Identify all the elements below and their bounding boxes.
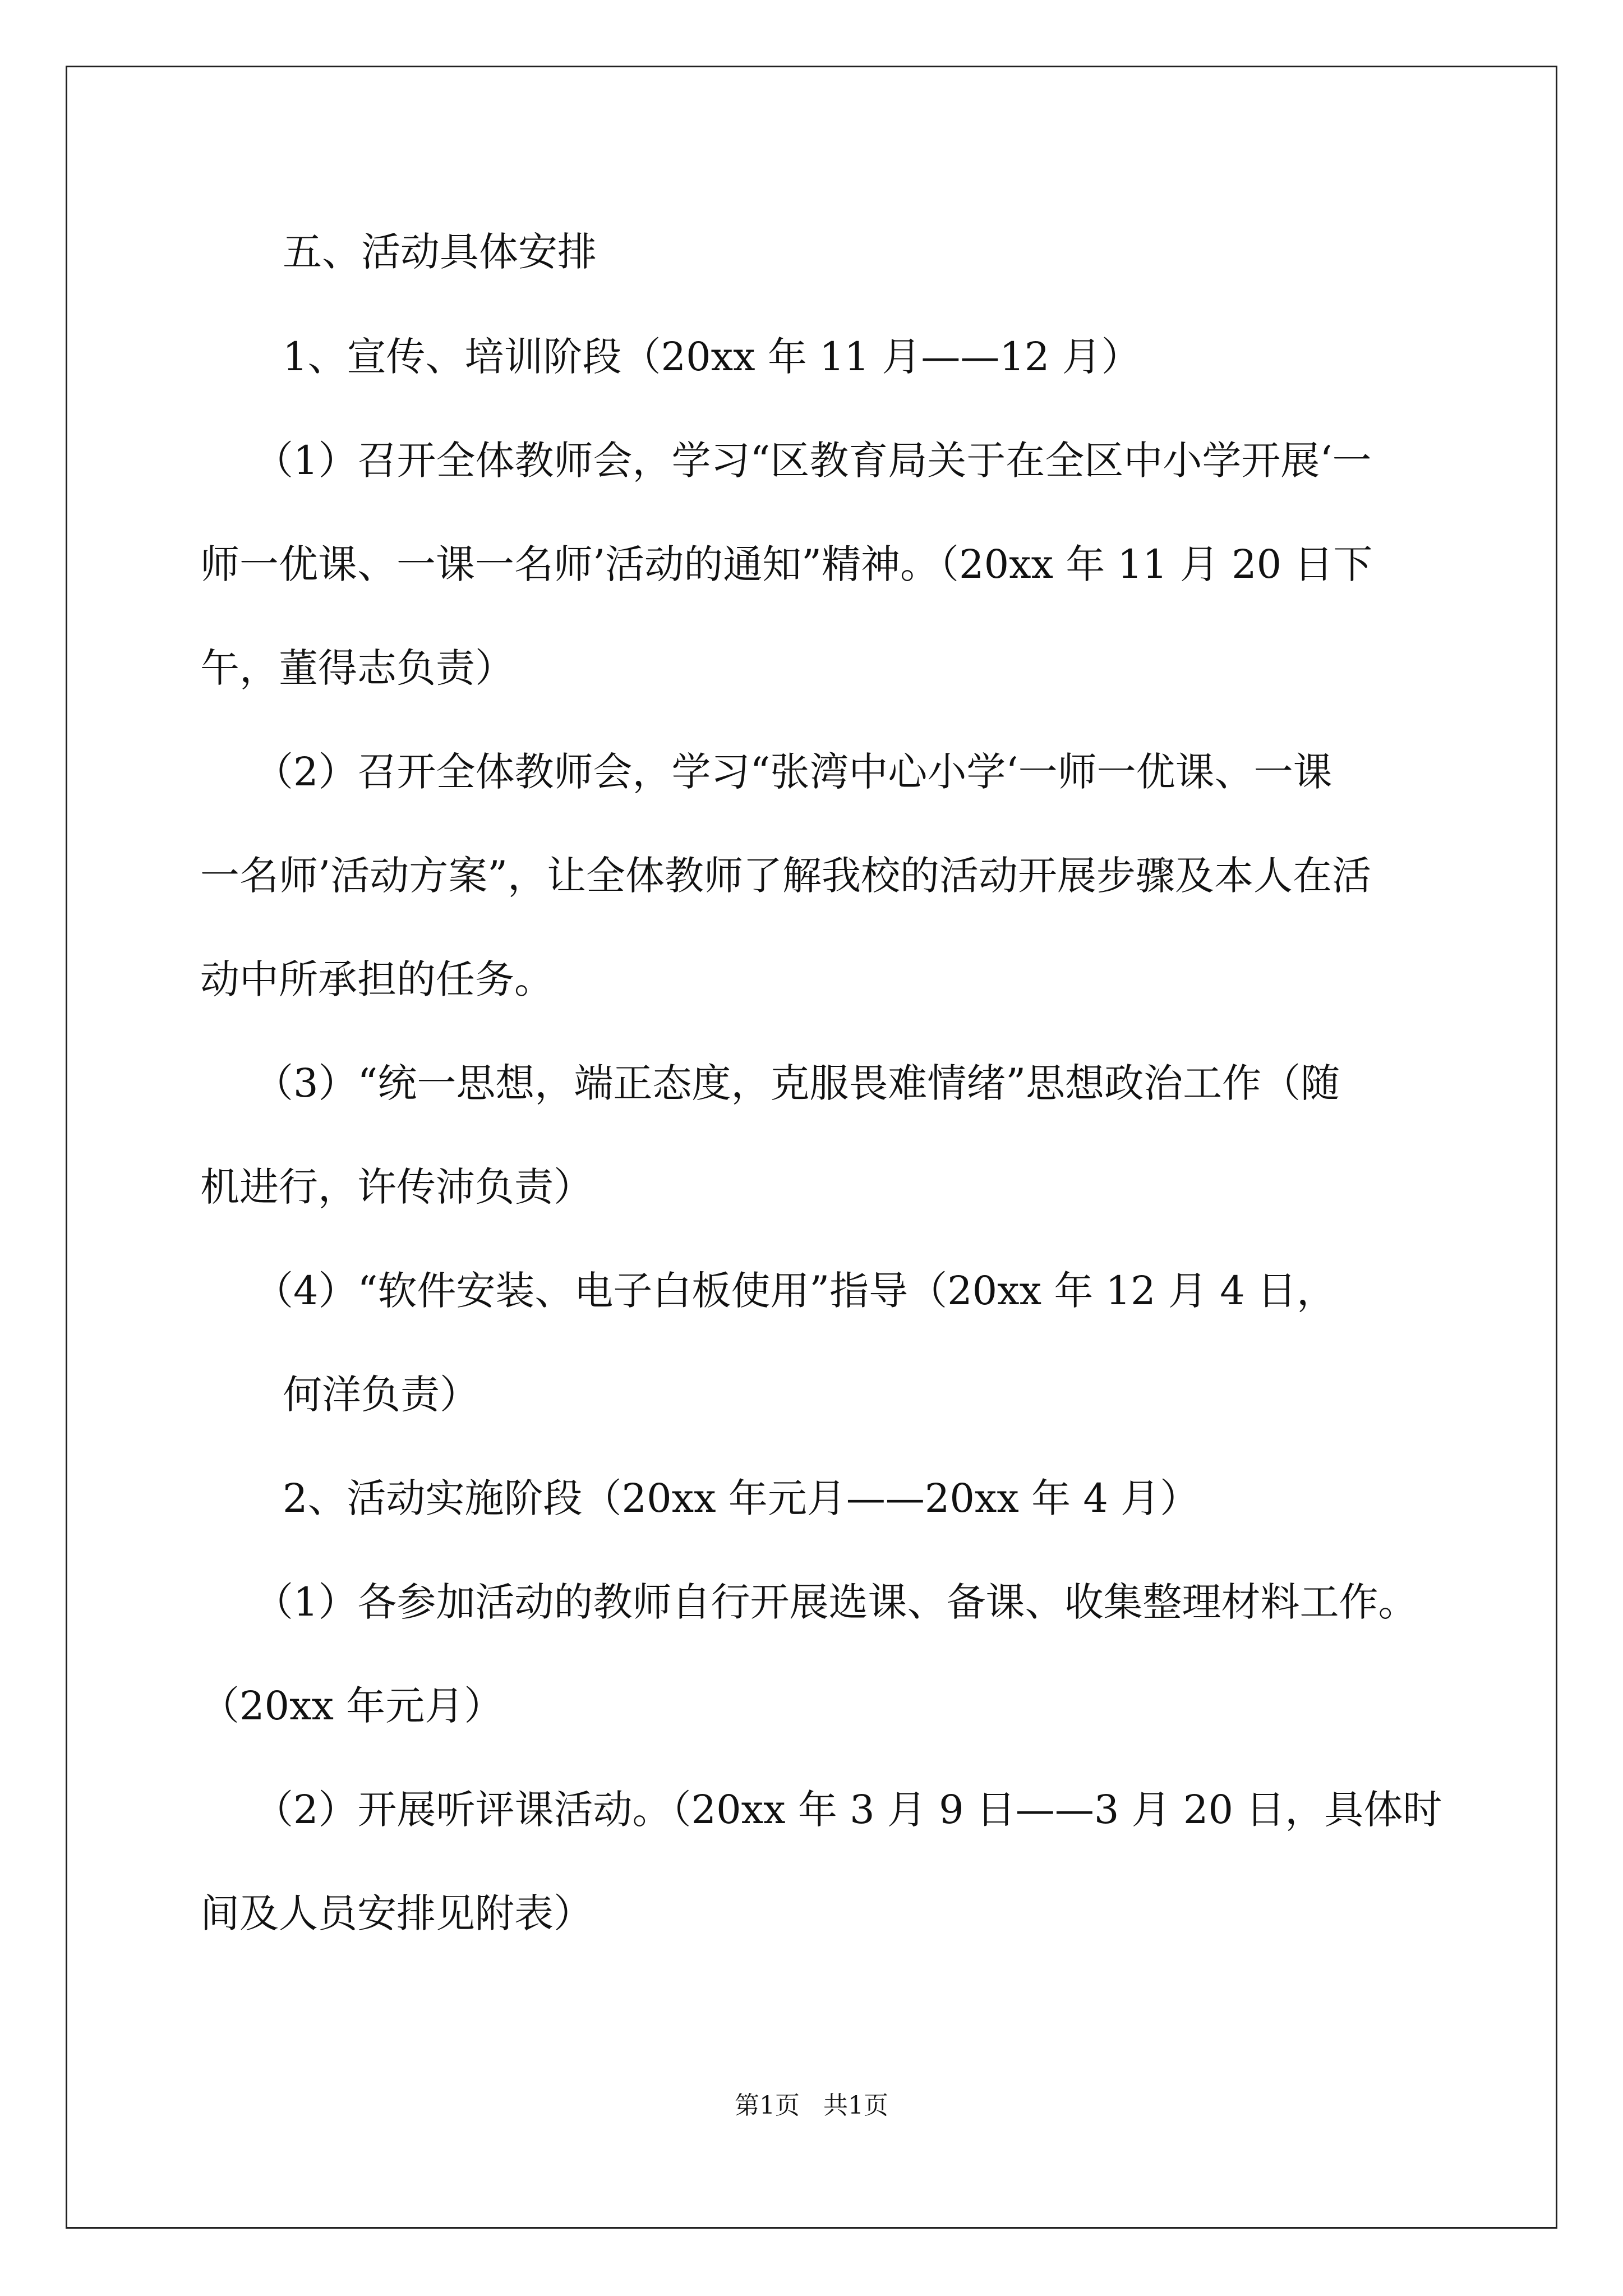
- page-footer: 第1页 共1页: [735, 2091, 888, 2120]
- section-heading: 五、活动具体安排: [283, 229, 597, 275]
- paragraph-line: （2）开展听评课活动。（20xx 年 3 月 9 日——3 月 20 日，具体时: [254, 1787, 1442, 1833]
- paragraph-line: （1）召开全体教师会，学习“区教育局关于在全区中小学开展‘一: [254, 438, 1372, 484]
- paragraph-line: （2）召开全体教师会，学习“张湾中心小学‘一师一优课、一课: [254, 749, 1332, 795]
- paragraph-line: 午，董得志负责）: [200, 645, 514, 691]
- paragraph-line: 师一优课、一课一名师’活动的通知”精神。（20xx 年 11 月 20 日下: [200, 541, 1373, 587]
- paragraph-line: （4）“软件安装、电子白板使用”指导（20xx 年 12 月 4 日，: [254, 1268, 1336, 1314]
- paragraph-line: 何洋负责）: [283, 1372, 479, 1418]
- paragraph-line: （1）各参加活动的教师自行开展选课、备课、收集整理材料工作。: [254, 1579, 1418, 1625]
- paragraph-line: 机进行，许传沛负责）: [200, 1164, 593, 1210]
- paragraph-line: 间及人员安排见附表）: [200, 1890, 593, 1936]
- subsection-heading: 1、宣传、培训阶段（20xx 年 11 月——12 月）: [283, 334, 1141, 380]
- paragraph-line: （20xx 年元月）: [200, 1683, 504, 1729]
- subsection-heading: 2、活动实施阶段（20xx 年元月——20xx 年 4 月）: [283, 1475, 1200, 1521]
- paragraph-line: （3）“统一思想，端正态度，克服畏难情绪”思想政治工作（随: [254, 1060, 1340, 1106]
- paragraph-line: 一名师’活动方案”，让全体教师了解我校的活动开展步骤及本人在活: [200, 853, 1372, 899]
- paragraph-line: 动中所承担的任务。: [200, 956, 554, 1002]
